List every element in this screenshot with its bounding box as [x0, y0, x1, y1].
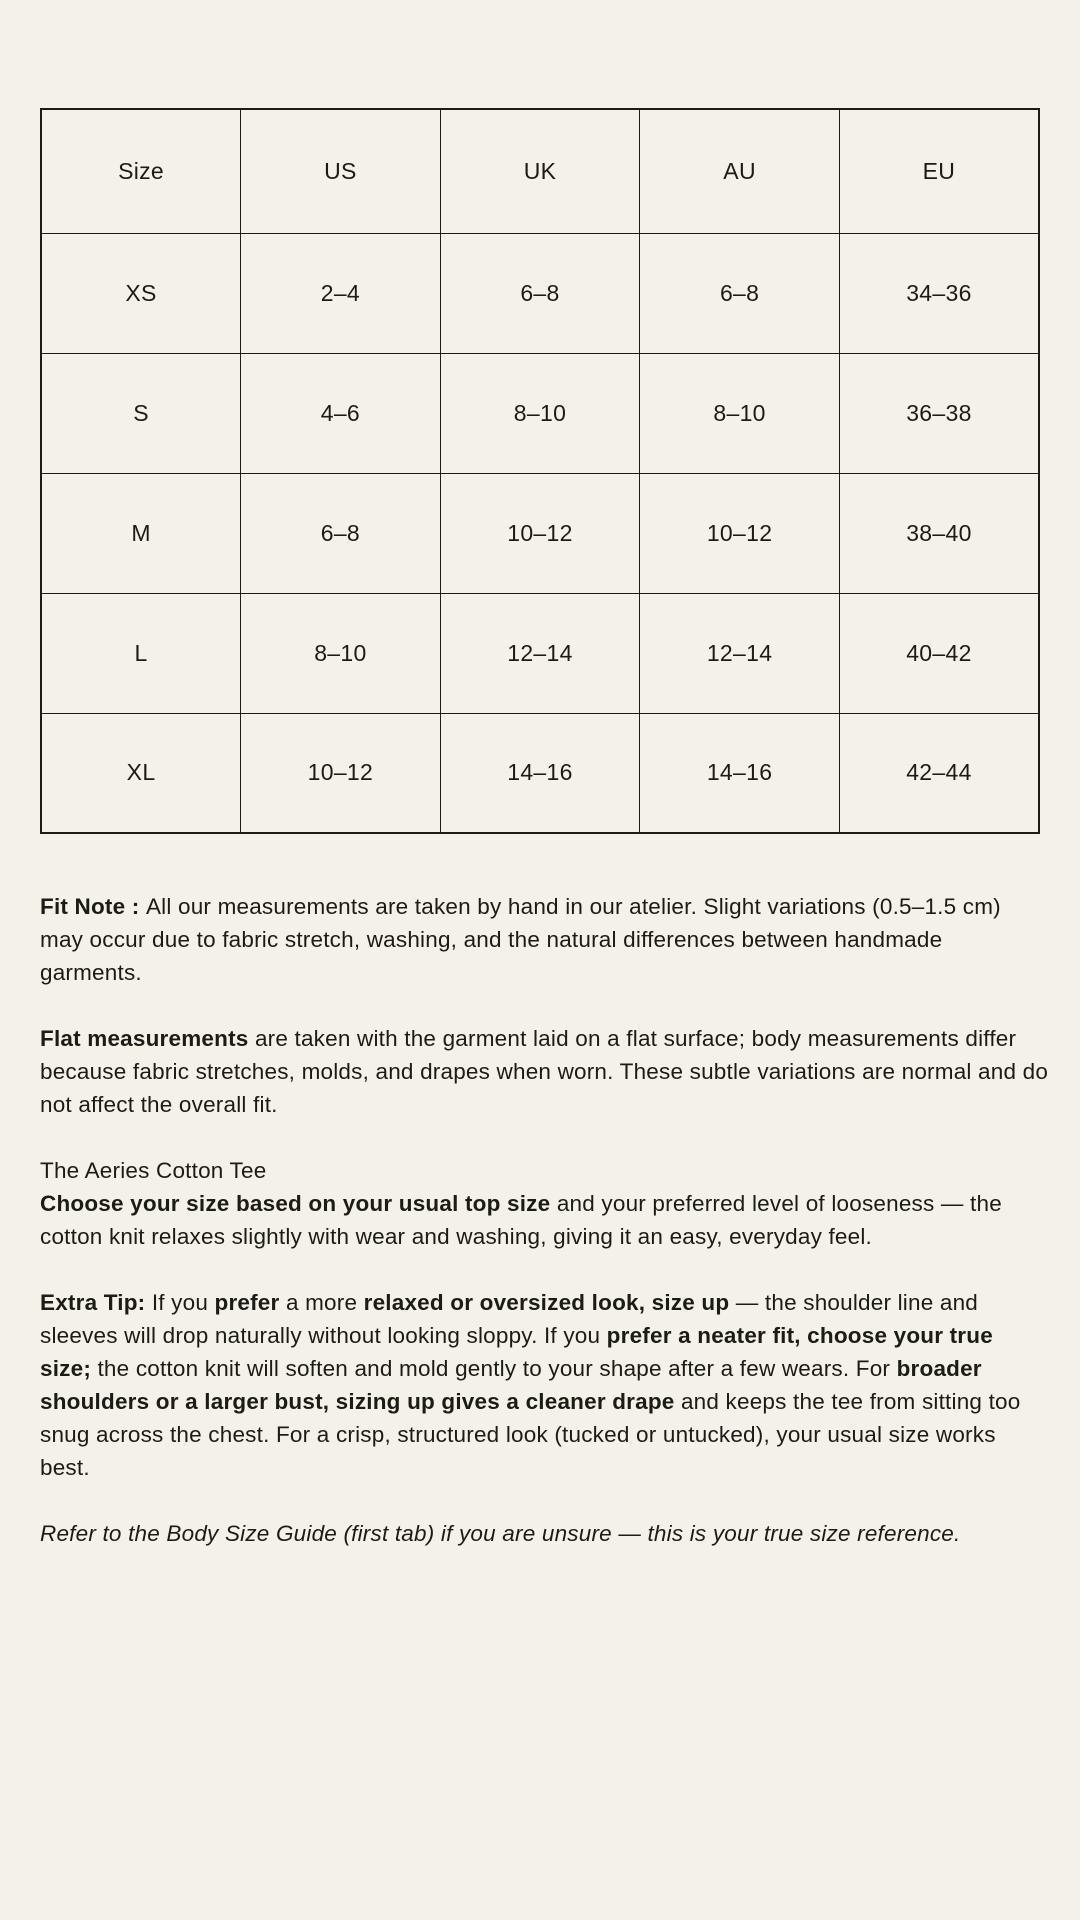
- table-cell: 42–44: [839, 713, 1039, 833]
- size-conversion-table: [40, 108, 1040, 834]
- fit-note-paragraph: Fit Note : All our measurements are taken by hand in our atelier. Slight variations (0.5–1.5 cm) may occur due to fabric stretch, washing, and the natural differences between handmade garments.: [40, 894, 1001, 985]
- table-cell: XS: [41, 233, 241, 353]
- table-cell: 10–12: [241, 713, 441, 833]
- table-cell: 34–36: [839, 233, 1039, 353]
- table-cell: 12–14: [440, 593, 640, 713]
- table-cell: 40–42: [839, 593, 1039, 713]
- table-header-row: [41, 109, 1039, 233]
- table-cell: 14–16: [440, 713, 640, 833]
- header-cell-au: AU: [640, 109, 840, 233]
- table-cell: 8–10: [241, 593, 441, 713]
- table-row-xs: [41, 233, 1039, 353]
- flat-measurements-paragraph: Flat measurements are taken with the garment laid on a flat surface; body measurements differ because fabric stretches, molds, and drapes when worn. These subtle variations are normal and do not affect the overall fit.: [40, 1026, 1049, 1117]
- table-cell: M: [41, 473, 241, 593]
- header-cell-eu: EU: [839, 109, 1039, 233]
- table-cell: 2–4: [241, 233, 441, 353]
- table-cell: 8–10: [440, 353, 640, 473]
- table-cell: 14–16: [640, 713, 840, 833]
- header-cell-uk: UK: [440, 109, 640, 233]
- table-cell: 10–12: [440, 473, 640, 593]
- table-cell: 4–6: [241, 353, 441, 473]
- table-cell: XL: [41, 713, 241, 833]
- table-cell: 12–14: [640, 593, 840, 713]
- size-guide-section: [0, 0, 1080, 834]
- table-row-xl: [41, 713, 1039, 833]
- table-cell: 38–40: [839, 473, 1039, 593]
- table-cell: 6–8: [241, 473, 441, 593]
- table-cell: 36–38: [839, 353, 1039, 473]
- extra-tip-paragraph: Extra Tip: If you prefer a more relaxed or oversized look, size up — the shoulder line and sleeves will drop naturally without looking sloppy. If you prefer a neater fit, choose your true size; the cotton knit will soften and mold gently to your shape after a few wears. For broader shoulders or a larger bust, sizing up gives a cleaner drape and keeps the tee from sitting too snug across the chest. For a crisp, structured look (tucked or untucked), your usual size works best.: [40, 1290, 1021, 1480]
- product-fit-paragraph: The Aeries Cotton Tee Choose your size based on your usual top size and your preferred level of looseness — the cotton knit relaxes slightly with wear and washing, giving it an easy, everyday feel.: [40, 1158, 1002, 1249]
- table-cell: 8–10: [640, 353, 840, 473]
- table-cell: 10–12: [640, 473, 840, 593]
- size-guide-notes: [0, 834, 1080, 1550]
- table-row-s: [41, 353, 1039, 473]
- header-cell-size: Size: [41, 109, 241, 233]
- header-cell-us: US: [241, 109, 441, 233]
- reference-note: Refer to the Body Size Guide (first tab) if you are unsure — this is your true size reference.: [40, 1521, 961, 1546]
- table-cell: 6–8: [640, 233, 840, 353]
- table-cell: 6–8: [440, 233, 640, 353]
- table-row-l: [41, 593, 1039, 713]
- table-cell: L: [41, 593, 241, 713]
- table-cell: S: [41, 353, 241, 473]
- table-row-m: [41, 473, 1039, 593]
